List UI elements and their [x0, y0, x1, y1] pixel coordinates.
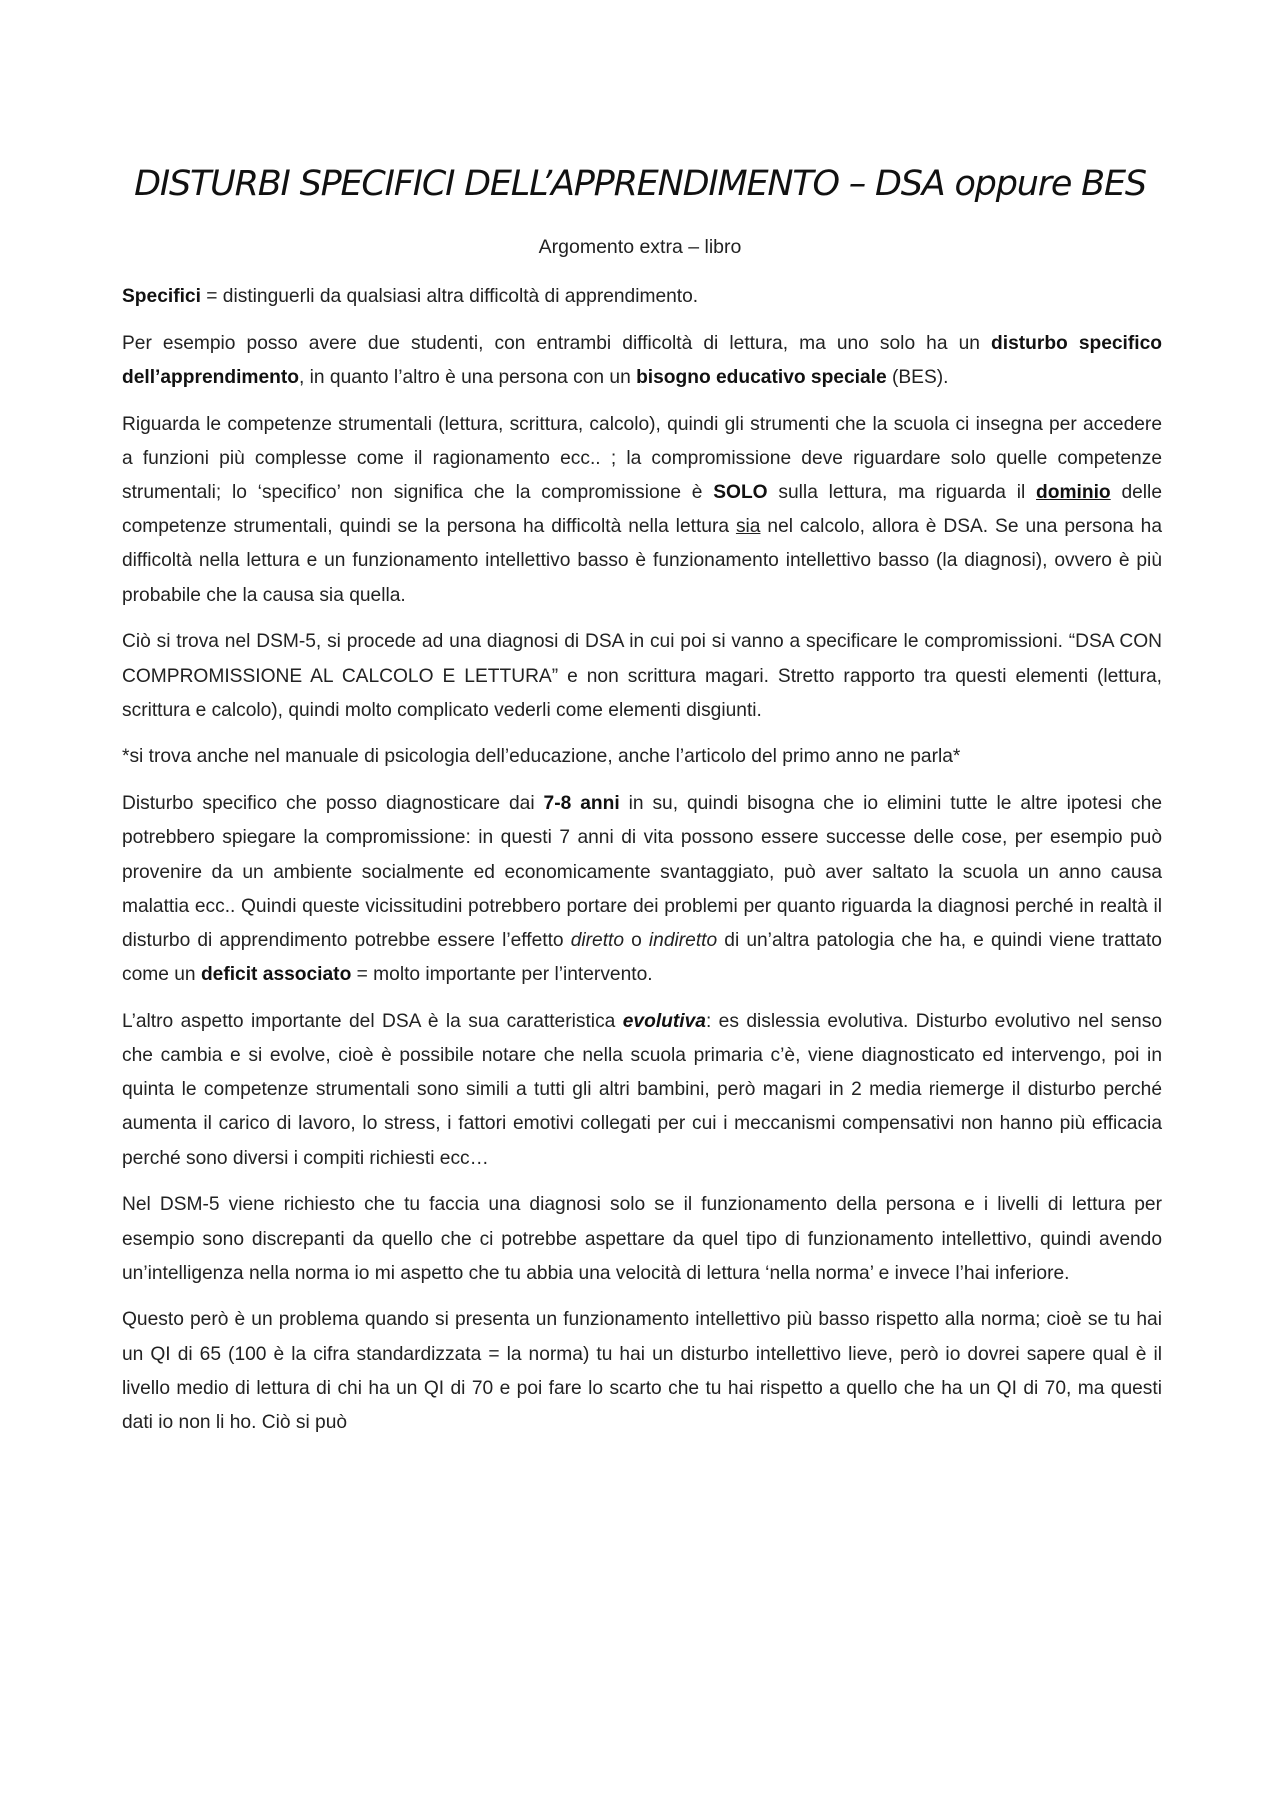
paragraph-specifici	[122, 280, 1162, 314]
text-run: Riguarda le competenze strumentali (lettura, scrittura, calcolo), quindi gli strumenti che la scuola ci insegna per accedere a funzioni più complesse come il ragionamento ecc.. ; la compromissione deve riguardare solo quelle competenze strumentali; lo ‘specifico’ non significa che la compromissione è	[122, 413, 1162, 504]
underlined-term: dominio	[1036, 482, 1111, 504]
paragraph-evolutiva	[122, 1005, 1162, 1176]
underlined-term: sia	[735, 516, 761, 538]
bold-term: Specifici	[122, 286, 201, 307]
text-run: : es dislessia evolutiva. Disturbo evolutivo nel senso che cambia e si evolve, cioè è possibile notare che nella scuola primaria c’è, viene diagnosticato ed intervengo, poi in quinta le competenze strumentali sono simili a tutti gli altri bambini, però magari in 2 media riemerge il disturbo perché aumenta il carico di lavoro, lo stress, i fattori emotivi collegati per cui i meccanismi compensativi non hanno più efficacia perché sono diversi i compiti richiesti ecc…	[122, 1010, 1162, 1169]
page-title: DISTURBI SPECIFICI DELL’APPRENDIMENTO – DSA oppure BES	[134, 164, 1146, 204]
bold-term: deficit associato	[200, 964, 352, 986]
paragraph-diagnosi	[122, 787, 1162, 992]
paragraph-qi: Questo però è un problema quando si presenta un funzionamento intellettivo più basso rispetto alla norma; cioè se tu hai un QI di 65 (100 è la cifra standardizzata = la norma) tu hai un disturbo intellettivo lieve, però io dovrei sapere qual è il livello medio di lettura di chi ha un QI di 70 e poi fare lo scarto che tu hai rispetto a quello che ha un QI di 70, ma questi dati io non li ho. Ciò si può	[122, 1309, 1162, 1434]
italic-term: diretto	[570, 929, 625, 951]
page-subtitle: Argomento extra – libro	[538, 236, 742, 258]
text-run: (BES).	[886, 366, 949, 388]
italic-term: evolutiva	[622, 1010, 706, 1032]
text-run: = molto importante per l’intervento.	[351, 964, 653, 986]
text-run: o	[624, 929, 649, 951]
text-run: in su, quindi bisogna che io elimini tutte le altre ipotesi che potrebbero spiegare la compromissione: in questi 7 anni di vita possono essere successe delle cose, per esempio può provenire da un ambiente socialmente ed economicamente svantaggiato, può aver saltato la scuola un anno causa malattia ecc.. Quindi queste vicissitudini potrebbero portare dei problemi per quanto riguarda la diagnosi perché in realtà il disturbo di apprendimento potrebbe essere l’effetto	[122, 793, 1162, 951]
paragraph-dsm5: Ciò si trova nel DSM-5, si procede ad una diagnosi di DSA in cui poi si vanno a specificare le compromissioni. “DSA CON COMPROMISSIONE AL CALCOLO E LETTURA” e non scrittura magari. Stretto rapporto tra questi elementi (lettura, scrittura e calcolo), quindi molto complicato vederli come elementi disgiunti.	[122, 631, 1162, 721]
text-run: di un’altra patologia che ha, e quindi viene trattato come un	[122, 929, 1162, 986]
text-run: , in quanto l’altro è una persona con un	[298, 366, 637, 388]
bold-term: SOLO	[713, 482, 768, 504]
paragraph-competenze	[122, 408, 1162, 613]
text-run: nel calcolo, allora è DSA. Se una persona ha difficoltà nella lettura e un funzionamento intellettivo basso è funzionamento intellettivo basso (la diagnosi), ovvero è più probabile che la causa sia quella.	[122, 516, 1162, 606]
bold-term: bisogno educativo speciale	[636, 366, 887, 388]
text-run: Disturbo specifico che posso diagnosticare dai	[122, 793, 544, 815]
bold-italic-term	[623, 1011, 706, 1032]
paragraph-discrepanza: Nel DSM-5 viene richiesto che tu faccia una diagnosi solo se il funzionamento della persona e i livelli di lettura per esempio sono discrepanti da quello che ci potrebbe aspettare da quel tipo di funzionamento intellettivo, quindi avendo un’intelligenza nella norma io mi aspetto che tu abbia una velocità di lettura ‘nella norma’ e invece l’hai inferiore.	[122, 1194, 1162, 1284]
bold-term: 7-8 anni	[543, 793, 620, 815]
text-run: = distinguerli da qualsiasi altra difficoltà di apprendimento.	[200, 286, 699, 307]
text-run: L’altro aspetto importante del DSA è la sua caratteristica	[122, 1010, 623, 1032]
paragraph-esempio	[122, 327, 1162, 395]
paragraph-note: *si trova anche nel manuale di psicologia dell’educazione, anche l’articolo del primo anno ne parla*	[122, 746, 961, 768]
text-run: sulla lettura, ma riguarda il	[767, 482, 1037, 504]
text-run: Per esempio posso avere due studenti, con entrambi difficoltà di lettura, ma uno solo ha un	[122, 332, 992, 354]
text-run: delle competenze strumentali, quindi se la persona ha difficoltà nella lettura	[122, 482, 1162, 538]
italic-term: indiretto	[648, 929, 718, 951]
bold-underlined-term	[1036, 482, 1111, 503]
document-body	[122, 280, 1162, 1453]
bold-term: disturbo specifico dell’apprendimento	[122, 332, 1163, 388]
